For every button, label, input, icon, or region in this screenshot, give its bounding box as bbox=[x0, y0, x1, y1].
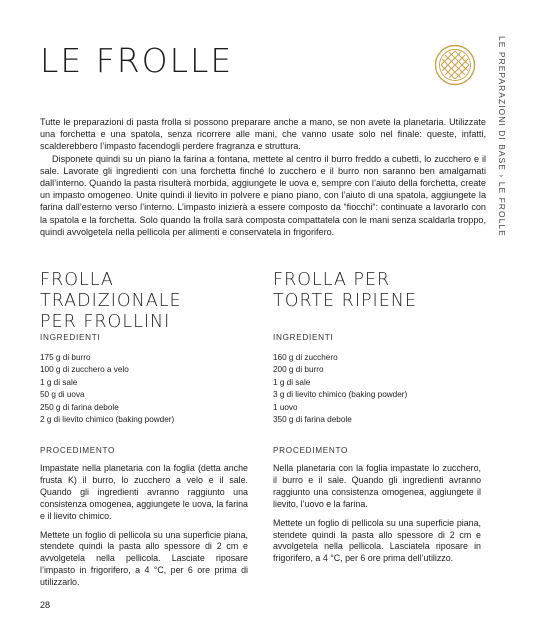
waffle-badge-icon bbox=[434, 44, 476, 86]
ingredient-item: 160 g di zucchero bbox=[273, 353, 338, 362]
procedure-paragraph: Impastate nella planetaria con la foglia (detta anche frusta K) il burro, lo zucchero a velo e il sale. Quando gli ingredienti avranno raggiunto una consistenza omogenea, aggiungete le uova, la farina e il lievito chimico. bbox=[40, 463, 248, 521]
intro-paragraph: Disponete quindi su un piano la farina a fontana, mettete al centro il burro freddo a cubetti, lo zucchero e il sale. Lavorate gli ingredienti con una forchetta finché lo zucchero e il burro non saranno ben amalgamati dall’interno. Quando la pasta risulterà morbida, aggiungete le uova e, sempre con l’aiuto della forchetta, create un impasto omogeneo. Unite quindi il lievito in polvere e piano piano, con l’aiuto di una spatola, aggiungete la farina dall’esterno verso l’interno. L’impasto inizierà a essere composto da “fiocchi”: continuate a lavorarlo con la spatola e la forchetta. Solo quando la frolla sarà composta compattatela con le mani senza scaldarla troppo, quindi avvolgetela nella pellicola per alimenti e conservatela in frigorifero. bbox=[40, 153, 486, 237]
ingredients-label: INGREDIENTI bbox=[273, 333, 334, 342]
procedure-label: PROCEDIMENTO bbox=[273, 446, 349, 455]
recipe-title bbox=[273, 270, 481, 314]
procedure-paragraph: Mettete un foglio di pellicola su una superficie piana, stendete quindi la pasta allo spessore di 2 cm e avvolgetela nella pellicola. Lasciate riposare l’impasto in frigorifero, a 4 °C, per 6 ore prima di utilizzarlo. bbox=[40, 529, 248, 588]
procedure-text bbox=[273, 463, 481, 572]
recipe-title-line: FROLLA TRADIZIONALE bbox=[40, 270, 182, 311]
ingredient-item: 1 g di sale bbox=[40, 377, 78, 387]
ingredient-item: 3 g di lievito chimico (baking powder) bbox=[273, 390, 408, 400]
procedure-paragraph: Nella planetaria con la foglia impastate lo zucchero, il burro e il sale. Quando gli ingredienti avranno raggiunto una consistenza omogenea, aggiungete il lievito, l’uovo e la farina. bbox=[273, 463, 481, 509]
recipe-title-line: FROLLA PER bbox=[273, 270, 391, 290]
ingredient-item: 175 g di burro bbox=[40, 353, 91, 362]
ingredients-list bbox=[40, 352, 174, 426]
section-breadcrumb: LE PREPARAZIONI DI BASE › LE FROLLE bbox=[497, 36, 507, 237]
page-number: 28 bbox=[40, 600, 51, 610]
ingredient-item: 1 uovo bbox=[273, 402, 298, 412]
ingredient-item: 1 g di sale bbox=[273, 377, 311, 387]
ingredients-label: INGREDIENTI bbox=[40, 333, 101, 342]
ingredients-list bbox=[273, 352, 407, 426]
ingredient-item: 2 g di lievito chimico (baking powder) bbox=[40, 415, 175, 425]
ingredient-item: 350 g di farina debole bbox=[273, 415, 352, 425]
intro-paragraph: Tutte le preparazioni di pasta frolla si possono preparare anche a mano, se non avete la planetaria. Utilizzate una forchetta e una spatola, senza ricorrere alle mani, che vanno usate solo nel finale: queste, infatti, scalderebbero l’impasto facendogli perdere fragranza e struttura. bbox=[40, 117, 486, 152]
section-side-label bbox=[495, 36, 509, 286]
ingredient-item: 200 g di burro bbox=[273, 365, 324, 375]
procedure-text bbox=[40, 463, 248, 596]
recipe-frolla-torte-ripiene bbox=[273, 270, 481, 564]
procedure-paragraph: Mettete un foglio di pellicola su una superficie piana, stendete quindi la pasta allo spessore di 2 cm e avvolgetela nella pellicola. Lasciatela riposare in frigorifero, a 4 °C, per 6 ore prima dell’utilizzo. bbox=[273, 517, 481, 564]
procedure-label: PROCEDIMENTO bbox=[40, 446, 116, 455]
ingredient-item: 100 g di zucchero a velo bbox=[40, 365, 129, 375]
recipe-frolla-tradizionale bbox=[40, 270, 248, 588]
intro-text bbox=[40, 116, 486, 238]
ingredient-item: 250 g di farina debole bbox=[40, 402, 119, 412]
recipe-title-line: PER FROLLINI bbox=[40, 312, 171, 332]
recipe-title bbox=[40, 270, 248, 332]
page-title: LE FROLLE bbox=[40, 41, 234, 80]
recipe-title-line: TORTE RIPIENE bbox=[273, 291, 417, 311]
ingredient-item: 50 g di uova bbox=[40, 390, 85, 400]
